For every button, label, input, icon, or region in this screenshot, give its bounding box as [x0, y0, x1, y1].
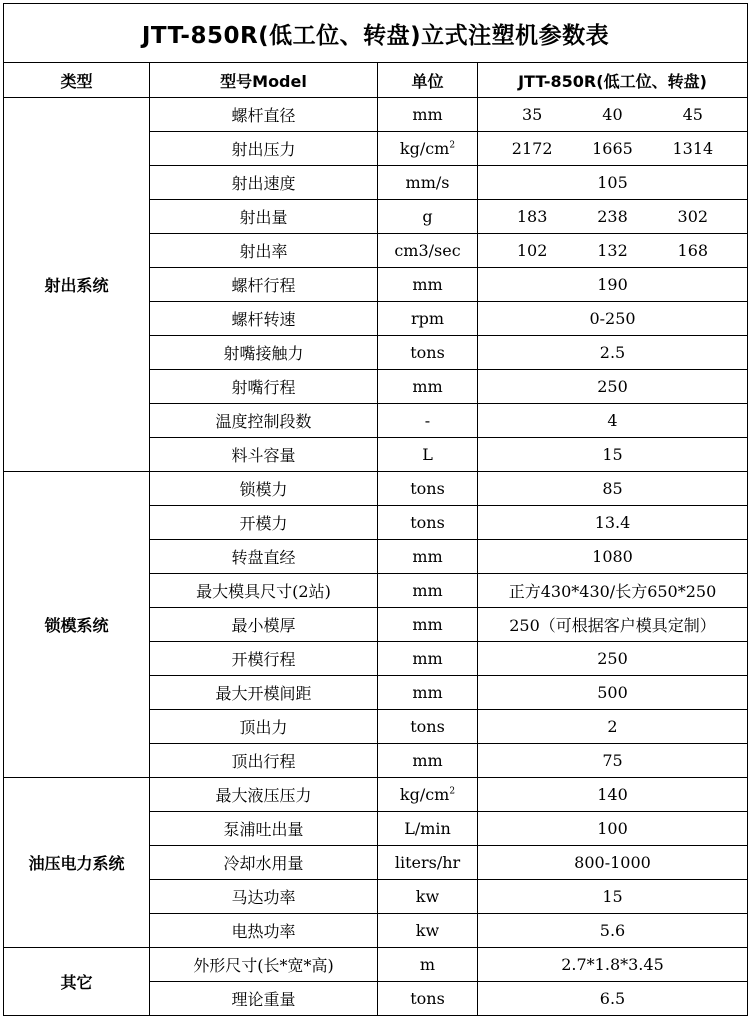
- unit-cell: [378, 438, 478, 472]
- param-name-cell: 射出压力: [150, 132, 378, 166]
- value-item: 1665: [592, 139, 633, 158]
- unit-text: kw: [415, 887, 440, 906]
- unit-text: tons: [410, 479, 445, 498]
- header-row: [4, 63, 748, 98]
- param-name-cell: 射嘴行程: [150, 370, 378, 404]
- value-cell: 105: [478, 166, 748, 200]
- unit-cell: [378, 404, 478, 438]
- param-name-cell: 最大开模间距: [150, 676, 378, 710]
- unit-text: -: [424, 411, 431, 430]
- param-name-cell: 螺杆直径: [150, 98, 378, 132]
- unit-text: tons: [410, 343, 445, 362]
- unit-text: L: [422, 445, 433, 464]
- category-cell: 锁模系统: [4, 472, 150, 778]
- unit-cell: [378, 472, 478, 506]
- table-row: [4, 472, 748, 506]
- category-cell: 油压电力系统: [4, 778, 150, 948]
- param-name-cell: 射出率: [150, 234, 378, 268]
- unit-cell: [378, 302, 478, 336]
- value-item: 40: [602, 105, 623, 124]
- category-cell: 其它: [4, 948, 150, 1016]
- param-name-cell: 螺杆行程: [150, 268, 378, 302]
- header-type: 类型: [4, 63, 150, 98]
- value-cell: 140: [478, 778, 748, 812]
- unit-text: m: [419, 955, 436, 974]
- value-cell: 500: [478, 676, 748, 710]
- unit-cell: [378, 200, 478, 234]
- unit-text: tons: [410, 717, 445, 736]
- value-cell: 85: [478, 472, 748, 506]
- value-item: 45: [682, 105, 703, 124]
- param-name-cell: 最大液压压力: [150, 778, 378, 812]
- value-cell: 800-1000: [478, 846, 748, 880]
- unit-cell: [378, 744, 478, 778]
- header-unit: 单位: [378, 63, 478, 98]
- value-cell: 100: [478, 812, 748, 846]
- unit-text: liters/hr: [394, 853, 461, 872]
- value-cell: [478, 98, 748, 132]
- value-cell: 正方430*430/长方650*250: [478, 574, 748, 608]
- value-cell: 250（可根据客户模具定制）: [478, 608, 748, 642]
- unit-cell: [378, 676, 478, 710]
- unit-text: g: [422, 207, 433, 226]
- unit-cell: [378, 914, 478, 948]
- param-name-cell: 料斗容量: [150, 438, 378, 472]
- unit-text: rpm: [410, 309, 445, 328]
- param-name-cell: 射出速度: [150, 166, 378, 200]
- unit-cell: [378, 642, 478, 676]
- param-name-cell: 射出量: [150, 200, 378, 234]
- table-row: [4, 98, 748, 132]
- value-item: 168: [677, 241, 709, 260]
- unit-text: L/min: [404, 819, 451, 838]
- value-cell: [478, 234, 748, 268]
- value-cell: 6.5: [478, 982, 748, 1016]
- category-cell: 射出系统: [4, 98, 150, 472]
- value-cell: 2.5: [478, 336, 748, 370]
- unit-cell: [378, 880, 478, 914]
- value-cell: 15: [478, 438, 748, 472]
- unit-text: mm: [412, 683, 443, 702]
- unit-cell: [378, 506, 478, 540]
- unit-text: mm/s: [405, 173, 450, 192]
- value-group: [478, 207, 747, 226]
- param-name-cell: 最小模厚: [150, 608, 378, 642]
- param-name-cell: 泵浦吐出量: [150, 812, 378, 846]
- param-name-cell: 冷却水用量: [150, 846, 378, 880]
- param-name-cell: 电热功率: [150, 914, 378, 948]
- unit-text: cm3/sec: [394, 241, 461, 260]
- table-row: [4, 948, 748, 982]
- unit-text: mm: [412, 275, 443, 294]
- table-row: [4, 778, 748, 812]
- unit-cell: [378, 574, 478, 608]
- unit-cell: [378, 982, 478, 1016]
- unit-superscript: 2: [449, 140, 456, 151]
- value-cell: 250: [478, 642, 748, 676]
- value-cell: 2.7*1.8*3.45: [478, 948, 748, 982]
- value-cell: [478, 200, 748, 234]
- unit-text: mm: [412, 751, 443, 770]
- value-item: 2172: [511, 139, 553, 158]
- value-cell: 5.6: [478, 914, 748, 948]
- value-cell: 15: [478, 880, 748, 914]
- unit-cell: [378, 98, 478, 132]
- unit-cell: [378, 608, 478, 642]
- unit-text: tons: [410, 989, 445, 1008]
- unit-cell: [378, 812, 478, 846]
- param-name-cell: 马达功率: [150, 880, 378, 914]
- value-item: 35: [521, 105, 543, 124]
- value-item: 132: [597, 241, 628, 260]
- unit-text: mm: [412, 377, 443, 396]
- value-group: [478, 241, 747, 260]
- unit-cell: [378, 846, 478, 880]
- param-name-cell: 顶出力: [150, 710, 378, 744]
- value-cell: 250: [478, 370, 748, 404]
- value-cell: 0-250: [478, 302, 748, 336]
- value-cell: 190: [478, 268, 748, 302]
- unit-cell: [378, 234, 478, 268]
- param-name-cell: 温度控制段数: [150, 404, 378, 438]
- spec-table-body: [4, 4, 748, 1016]
- value-cell: 13.4: [478, 506, 748, 540]
- unit-superscript: 2: [449, 786, 456, 797]
- value-cell: 75: [478, 744, 748, 778]
- unit-text: mm: [412, 581, 443, 600]
- unit-cell: [378, 166, 478, 200]
- value-cell: 1080: [478, 540, 748, 574]
- unit-text: kg/cm: [399, 139, 450, 158]
- unit-text: mm: [412, 105, 443, 124]
- unit-cell: [378, 336, 478, 370]
- unit-text: mm: [412, 615, 443, 634]
- param-name-cell: 转盘直经: [150, 540, 378, 574]
- value-item: 302: [677, 207, 709, 226]
- param-name-cell: 锁模力: [150, 472, 378, 506]
- param-name-cell: 螺杆转速: [150, 302, 378, 336]
- value-cell: [478, 132, 748, 166]
- unit-text: mm: [412, 547, 443, 566]
- unit-cell: [378, 132, 478, 166]
- value-cell: 2: [478, 710, 748, 744]
- param-name-cell: 开模力: [150, 506, 378, 540]
- param-name-cell: 射嘴接触力: [150, 336, 378, 370]
- param-name-cell: 开模行程: [150, 642, 378, 676]
- param-name-cell: 理论重量: [150, 982, 378, 1016]
- value-group: [478, 105, 747, 124]
- value-item: 238: [597, 207, 628, 226]
- value-cell: 4: [478, 404, 748, 438]
- unit-cell: [378, 778, 478, 812]
- header-machine: JTT-850R(低工位、转盘): [478, 63, 748, 98]
- page-title: JTT-850R(低工位、转盘)立式注塑机参数表: [4, 4, 748, 63]
- param-name-cell: 最大模具尺寸(2站): [150, 574, 378, 608]
- unit-cell: [378, 268, 478, 302]
- param-name-cell: 顶出行程: [150, 744, 378, 778]
- unit-cell: [378, 370, 478, 404]
- unit-cell: [378, 710, 478, 744]
- unit-text: kw: [415, 921, 440, 940]
- value-item: 102: [516, 241, 548, 260]
- param-name-cell: 外形尺寸(长*宽*高): [150, 948, 378, 982]
- value-group: [478, 139, 747, 158]
- spec-table: [3, 3, 748, 1016]
- header-model: 型号Model: [150, 63, 378, 98]
- unit-text: mm: [412, 649, 443, 668]
- value-item: 183: [516, 207, 548, 226]
- value-item: 1314: [672, 139, 714, 158]
- unit-cell: [378, 540, 478, 574]
- spec-sheet: [3, 3, 747, 1016]
- unit-cell: [378, 948, 478, 982]
- unit-text: kg/cm: [399, 785, 450, 804]
- unit-text: tons: [410, 513, 445, 532]
